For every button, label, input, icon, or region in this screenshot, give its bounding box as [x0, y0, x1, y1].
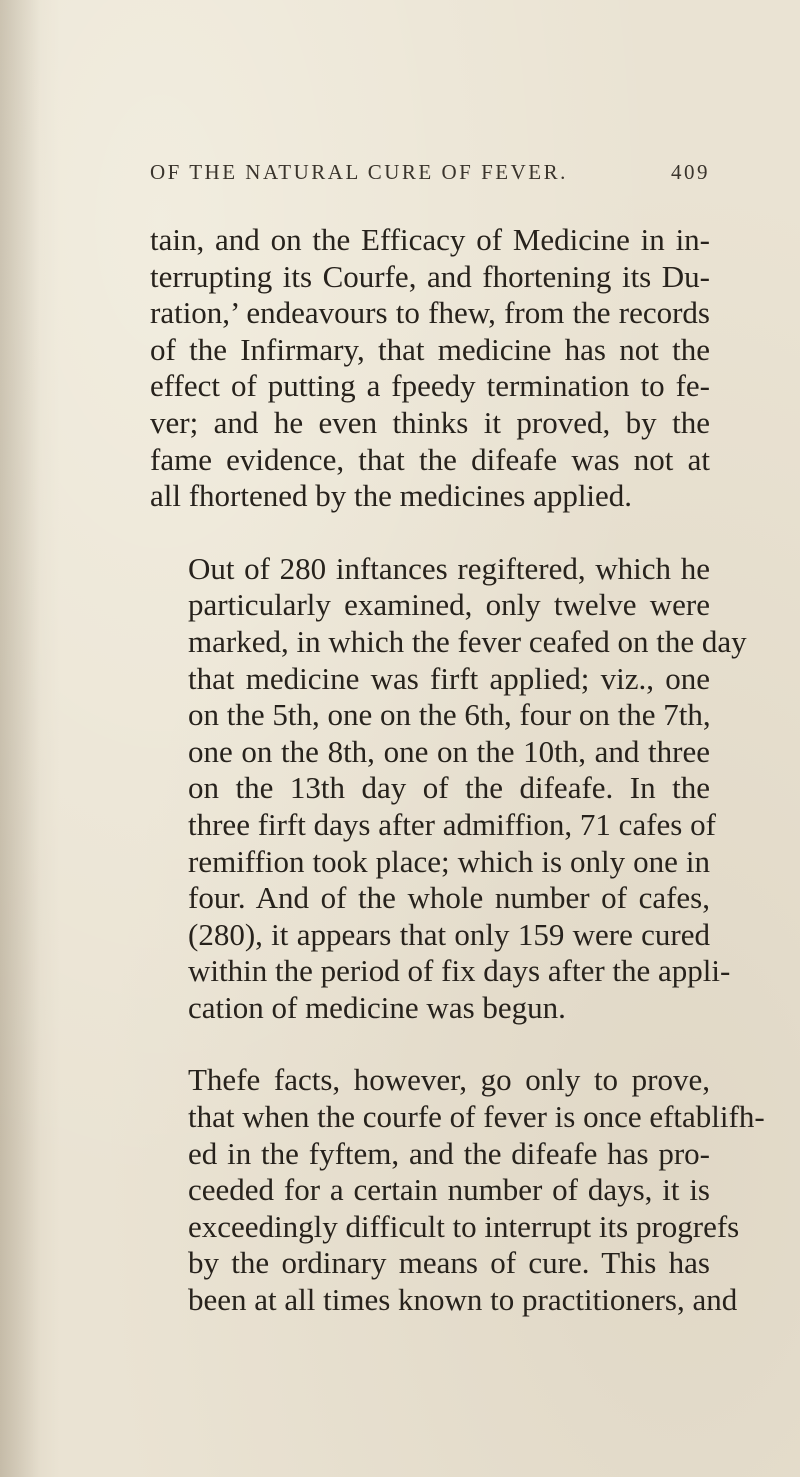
gutter-shadow — [0, 0, 40, 1477]
text-line: cation of medicine was begun. — [188, 989, 566, 1025]
text-line: of the Infirmary, that medicine has not the — [150, 331, 710, 367]
text-line: ver; and he even thinks it proved, by the — [150, 404, 710, 440]
text-line: marked, in which the fever ceafed on the day — [188, 623, 747, 659]
body-text — [150, 222, 765, 1319]
text-line: four. And of the whole number of cafes, — [188, 880, 710, 916]
paragraph-2 — [150, 550, 747, 1027]
text-line: fame evidence, that the difeafe was not at — [150, 441, 710, 477]
text-line: Thefe facts, however, go only to prove, — [188, 1062, 710, 1098]
text-line: all fhortened by the medicines applied. — [150, 478, 633, 514]
running-title: OF THE NATURAL CURE OF FEVER. — [150, 160, 568, 184]
text-line: tain, and on the Efficacy of Medicine in in- — [150, 222, 710, 257]
text-line: remiffion took place; which is only one in — [188, 843, 710, 879]
text-line: ceeded for a certain number of days, it is — [188, 1172, 710, 1208]
text-line: particularly examined, only twelve were — [188, 587, 710, 623]
text-line: that medicine was firft applied; viz., one — [188, 660, 710, 696]
text-line: by the ordinary means of cure. This has — [188, 1245, 710, 1281]
running-header — [150, 160, 710, 185]
paragraph-3 — [150, 1062, 765, 1318]
text-line: one on the 8th, one on the 10th, and three — [188, 733, 710, 769]
page-number: 409 — [671, 160, 710, 184]
text-line: three firft days after admiffion, 71 cafes of — [188, 806, 716, 842]
text-line: that when the courfe of fever is once eftablifh- — [188, 1099, 765, 1135]
text-line: effect of putting a fpeedy termination to fe- — [150, 368, 710, 404]
paragraph-1 — [150, 222, 710, 515]
text-line: on the 5th, one on the 6th, four on the 7th, — [188, 697, 711, 733]
text-line: ration,’ endeavours to fhew, from the records — [150, 295, 710, 331]
text-line: been at all times known to practitioners, and — [188, 1282, 738, 1318]
text-line: within the period of fix days after the appli- — [188, 953, 731, 989]
text-line: Out of 280 inftances regiftered, which he — [188, 550, 710, 586]
text-line: terrupting its Courfe, and fhortening its Du- — [150, 258, 710, 294]
text-line: exceedingly difficult to interrupt its progrefs — [188, 1208, 740, 1244]
text-line: ed in the fyftem, and the difeafe has pro- — [188, 1135, 710, 1171]
text-line: on the 13th day of the difeafe. In the — [188, 770, 710, 806]
text-line: (280), it appears that only 159 were cured — [188, 916, 710, 952]
